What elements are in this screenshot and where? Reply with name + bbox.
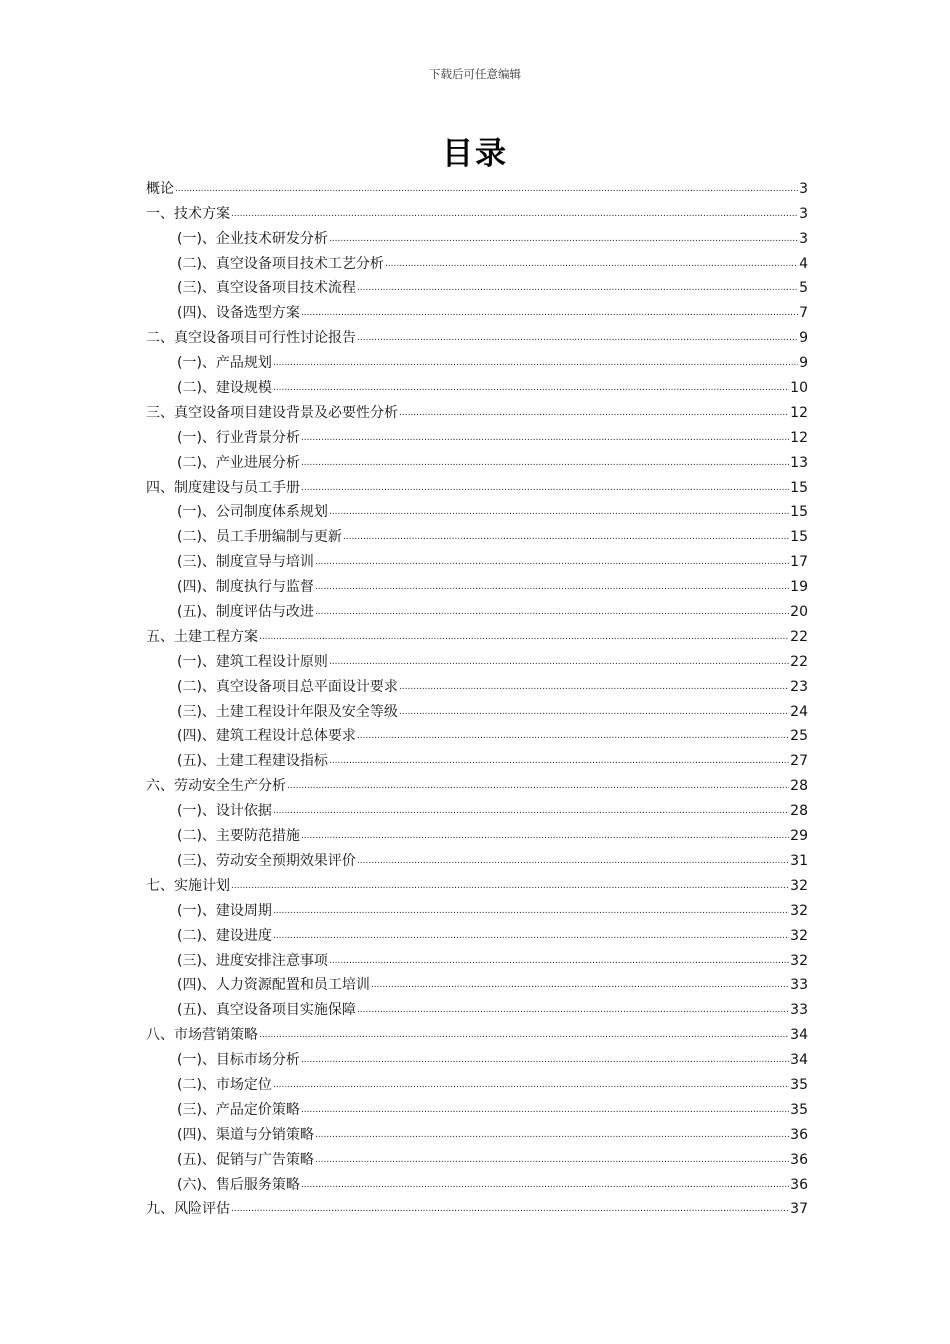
toc-dot-leader	[301, 306, 798, 320]
toc-dot-leader	[301, 456, 789, 470]
toc-entry-page: 19	[790, 579, 808, 596]
toc-subsection-entry[interactable]	[146, 820, 808, 845]
toc-entry-label: (四)、制度执行与监督	[177, 579, 314, 596]
toc-subsection-entry[interactable]	[146, 447, 808, 472]
toc-entry-label: (四)、设备选型方案	[177, 305, 300, 322]
toc-entry-page: 3	[799, 230, 808, 247]
toc-entry-label: (五)、促销与广告策略	[177, 1151, 314, 1168]
toc-section-entry[interactable]	[146, 322, 808, 347]
toc-dot-leader	[343, 530, 789, 544]
toc-section-entry[interactable]	[146, 870, 808, 895]
toc-entry-label: (一)、设计依据	[177, 803, 272, 820]
toc-section-entry[interactable]	[146, 621, 808, 646]
toc-section-entry[interactable]	[146, 770, 808, 795]
toc-subsection-entry[interactable]	[146, 422, 808, 447]
toc-entry-label: (二)、主要防范措施	[177, 828, 300, 845]
toc-subsection-entry[interactable]	[146, 223, 808, 248]
toc-entry-label: (二)、市场定位	[177, 1076, 272, 1093]
toc-entry-page: 29	[790, 828, 808, 845]
toc-dot-leader	[273, 356, 798, 370]
toc-entry-label: (四)、建筑工程设计总体要求	[177, 728, 356, 745]
toc-section-entry[interactable]	[146, 1194, 808, 1219]
toc-entry-page: 28	[790, 803, 808, 820]
toc-dot-leader	[301, 829, 789, 843]
toc-dot-leader	[231, 879, 789, 893]
toc-entry-page: 15	[790, 479, 808, 496]
toc-subsection-entry[interactable]	[146, 845, 808, 870]
toc-entry-label: (一)、建筑工程设计原则	[177, 653, 328, 670]
toc-dot-leader	[385, 257, 798, 271]
toc-entry-page: 23	[790, 678, 808, 695]
toc-entry-label: (六)、售后服务策略	[177, 1176, 300, 1193]
toc-subsection-entry[interactable]	[146, 273, 808, 298]
toc-entry-page: 32	[790, 902, 808, 919]
toc-entry-page: 33	[790, 1002, 808, 1019]
toc-entry-page: 36	[790, 1176, 808, 1193]
toc-entry-label: 二、真空设备项目可行性讨论报告	[146, 330, 356, 347]
toc-entry-label: (二)、员工手册编制与更新	[177, 529, 342, 546]
toc-entry-page: 22	[790, 628, 808, 645]
toc-subsection-entry[interactable]	[146, 1094, 808, 1119]
toc-entry-label: (一)、企业技术研发分析	[177, 230, 328, 247]
toc-entry-label: (二)、建设规模	[177, 380, 272, 397]
toc-entry-page: 32	[790, 927, 808, 944]
toc-subsection-entry[interactable]	[146, 721, 808, 746]
toc-subsection-entry[interactable]	[146, 372, 808, 397]
toc-entry-page: 9	[799, 330, 808, 347]
toc-entry-page: 17	[790, 554, 808, 571]
toc-entry-page: 12	[790, 429, 808, 446]
toc-subsection-entry[interactable]	[146, 1119, 808, 1144]
toc-dot-leader	[329, 505, 789, 519]
toc-subsection-entry[interactable]	[146, 1169, 808, 1194]
toc-dot-leader	[357, 854, 789, 868]
toc-subsection-entry[interactable]	[146, 521, 808, 546]
toc-subsection-entry[interactable]	[146, 297, 808, 322]
toc-subsection-entry[interactable]	[146, 1069, 808, 1094]
toc-entry-label: 五、土建工程方案	[146, 628, 258, 645]
toc-dot-leader	[231, 1202, 789, 1216]
toc-entry-label: (一)、建设周期	[177, 902, 272, 919]
toc-dot-leader	[175, 182, 798, 196]
toc-dot-leader	[315, 555, 789, 569]
toc-entry-page: 34	[790, 1027, 808, 1044]
toc-dot-leader	[301, 1103, 789, 1117]
toc-entry-label: (三)、产品定价策略	[177, 1101, 300, 1118]
toc-entry-label: (三)、劳动安全预期效果评价	[177, 852, 356, 869]
toc-entry-label: (一)、产品规划	[177, 355, 272, 372]
toc-entry-label: (二)、真空设备项目技术工艺分析	[177, 255, 384, 272]
toc-subsection-entry[interactable]	[146, 596, 808, 621]
toc-dot-leader	[329, 232, 798, 246]
toc-entry-page: 15	[790, 529, 808, 546]
toc-entry-page: 35	[790, 1076, 808, 1093]
toc-dot-leader	[329, 754, 789, 768]
toc-entry-label: (四)、人力资源配置和员工培训	[177, 977, 370, 994]
toc-dot-leader	[357, 729, 789, 743]
toc-entry-label: (三)、真空设备项目技术流程	[177, 280, 356, 297]
toc-entry-page: 13	[790, 454, 808, 471]
toc-entry-label: 三、真空设备项目建设背景及必要性分析	[146, 404, 398, 421]
toc-dot-leader	[357, 281, 798, 295]
toc-entry-page: 31	[790, 852, 808, 869]
toc-dot-leader	[273, 804, 789, 818]
toc-entry-page: 3	[799, 180, 808, 197]
toc-entry-page: 24	[790, 703, 808, 720]
toc-dot-leader	[259, 1028, 789, 1042]
toc-entry-page: 28	[790, 778, 808, 795]
toc-dot-leader	[301, 1053, 789, 1067]
toc-subsection-entry[interactable]	[146, 1144, 808, 1169]
toc-dot-leader	[301, 431, 789, 445]
toc-subsection-entry[interactable]	[146, 1044, 808, 1069]
toc-entry-label: (五)、土建工程建设指标	[177, 753, 328, 770]
toc-entry-label: 一、技术方案	[146, 205, 230, 222]
toc-entry-label: (三)、进度安排注意事项	[177, 952, 328, 969]
toc-entry-page: 7	[799, 305, 808, 322]
toc-dot-leader	[315, 580, 789, 594]
toc-entry-page: 5	[799, 280, 808, 297]
toc-entry-label: 九、风险评估	[146, 1201, 230, 1218]
toc-subsection-entry[interactable]	[146, 945, 808, 970]
toc-subsection-entry[interactable]	[146, 497, 808, 522]
toc-entry-page: 10	[790, 380, 808, 397]
toc-entry-label: (一)、公司制度体系规划	[177, 504, 328, 521]
toc-entry-page: 35	[790, 1101, 808, 1118]
toc-entry-page: 32	[790, 877, 808, 894]
toc-entry-label: (二)、产业进展分析	[177, 454, 300, 471]
toc-entry-page: 4	[799, 255, 808, 272]
toc-entry-page: 34	[790, 1052, 808, 1069]
toc-dot-leader	[357, 331, 798, 345]
toc-entry-label: 四、制度建设与员工手册	[146, 479, 300, 496]
toc-entry-page: 9	[799, 355, 808, 372]
toc-section-entry[interactable]	[146, 173, 808, 198]
toc-dot-leader	[287, 779, 789, 793]
toc-subsection-entry[interactable]	[146, 546, 808, 571]
toc-subsection-entry[interactable]	[146, 646, 808, 671]
toc-entry-label: (五)、制度评估与改进	[177, 604, 314, 621]
toc-entry-label: (四)、渠道与分销策略	[177, 1126, 314, 1143]
toc-dot-leader	[301, 481, 789, 495]
toc-entry-page: 15	[790, 504, 808, 521]
toc-entry-label: (二)、真空设备项目总平面设计要求	[177, 678, 398, 695]
toc-subsection-entry[interactable]	[146, 994, 808, 1019]
toc-entry-page: 25	[790, 728, 808, 745]
toc-dot-leader	[259, 630, 789, 644]
toc-dot-leader	[329, 655, 789, 669]
toc-subsection-entry[interactable]	[146, 347, 808, 372]
toc-entry-page: 36	[790, 1126, 808, 1143]
toc-subsection-entry[interactable]	[146, 571, 808, 596]
toc-section-entry[interactable]	[146, 198, 808, 223]
toc-dot-leader	[315, 1128, 789, 1142]
toc-entry-page: 27	[790, 753, 808, 770]
toc-entry-page: 33	[790, 977, 808, 994]
toc-subsection-entry[interactable]	[146, 696, 808, 721]
toc-entry-page: 36	[790, 1151, 808, 1168]
toc-dot-leader	[399, 406, 789, 420]
toc-entry-label: (二)、建设进度	[177, 927, 272, 944]
toc-entry-label: (一)、行业背景分析	[177, 429, 300, 446]
toc-entry-label: 八、市场营销策略	[146, 1027, 258, 1044]
toc-dot-leader	[399, 680, 789, 694]
toc-dot-leader	[329, 954, 789, 968]
toc-entry-page: 20	[790, 604, 808, 621]
toc-section-entry[interactable]	[146, 472, 808, 497]
toc-entry-page: 12	[790, 404, 808, 421]
toc-dot-leader	[315, 1153, 789, 1167]
toc-dot-leader	[315, 605, 789, 619]
header-note: 下载后可任意编辑	[429, 67, 521, 81]
toc-subsection-entry[interactable]	[146, 795, 808, 820]
toc-entry-page: 3	[799, 205, 808, 222]
toc-entry-page: 37	[790, 1201, 808, 1218]
toc-subsection-entry[interactable]	[146, 895, 808, 920]
toc-entry-label: (三)、制度宣导与培训	[177, 554, 314, 571]
toc-entry-label: 六、劳动安全生产分析	[146, 778, 286, 795]
toc-entry-label: 七、实施计划	[146, 877, 230, 894]
toc-dot-leader	[273, 904, 789, 918]
toc-entry-page: 22	[790, 653, 808, 670]
toc-section-entry[interactable]	[146, 1019, 808, 1044]
toc-subsection-entry[interactable]	[146, 970, 808, 995]
table-of-contents	[146, 173, 808, 1218]
toc-dot-leader	[273, 381, 789, 395]
toc-entry-label: (五)、真空设备项目实施保障	[177, 1002, 356, 1019]
toc-dot-leader	[357, 1003, 789, 1017]
toc-section-entry[interactable]	[146, 397, 808, 422]
toc-subsection-entry[interactable]	[146, 248, 808, 273]
toc-dot-leader	[231, 207, 798, 221]
toc-dot-leader	[371, 978, 789, 992]
toc-dot-leader	[273, 929, 789, 943]
page-title: 目录	[442, 136, 508, 172]
toc-entry-label: (一)、目标市场分析	[177, 1052, 300, 1069]
toc-subsection-entry[interactable]	[146, 920, 808, 945]
toc-subsection-entry[interactable]	[146, 671, 808, 696]
toc-entry-label: 概论	[146, 180, 174, 197]
toc-entry-label: (三)、土建工程设计年限及安全等级	[177, 703, 398, 720]
toc-entry-page: 32	[790, 952, 808, 969]
toc-dot-leader	[301, 1178, 789, 1192]
toc-dot-leader	[399, 705, 789, 719]
toc-dot-leader	[273, 1078, 789, 1092]
toc-subsection-entry[interactable]	[146, 745, 808, 770]
